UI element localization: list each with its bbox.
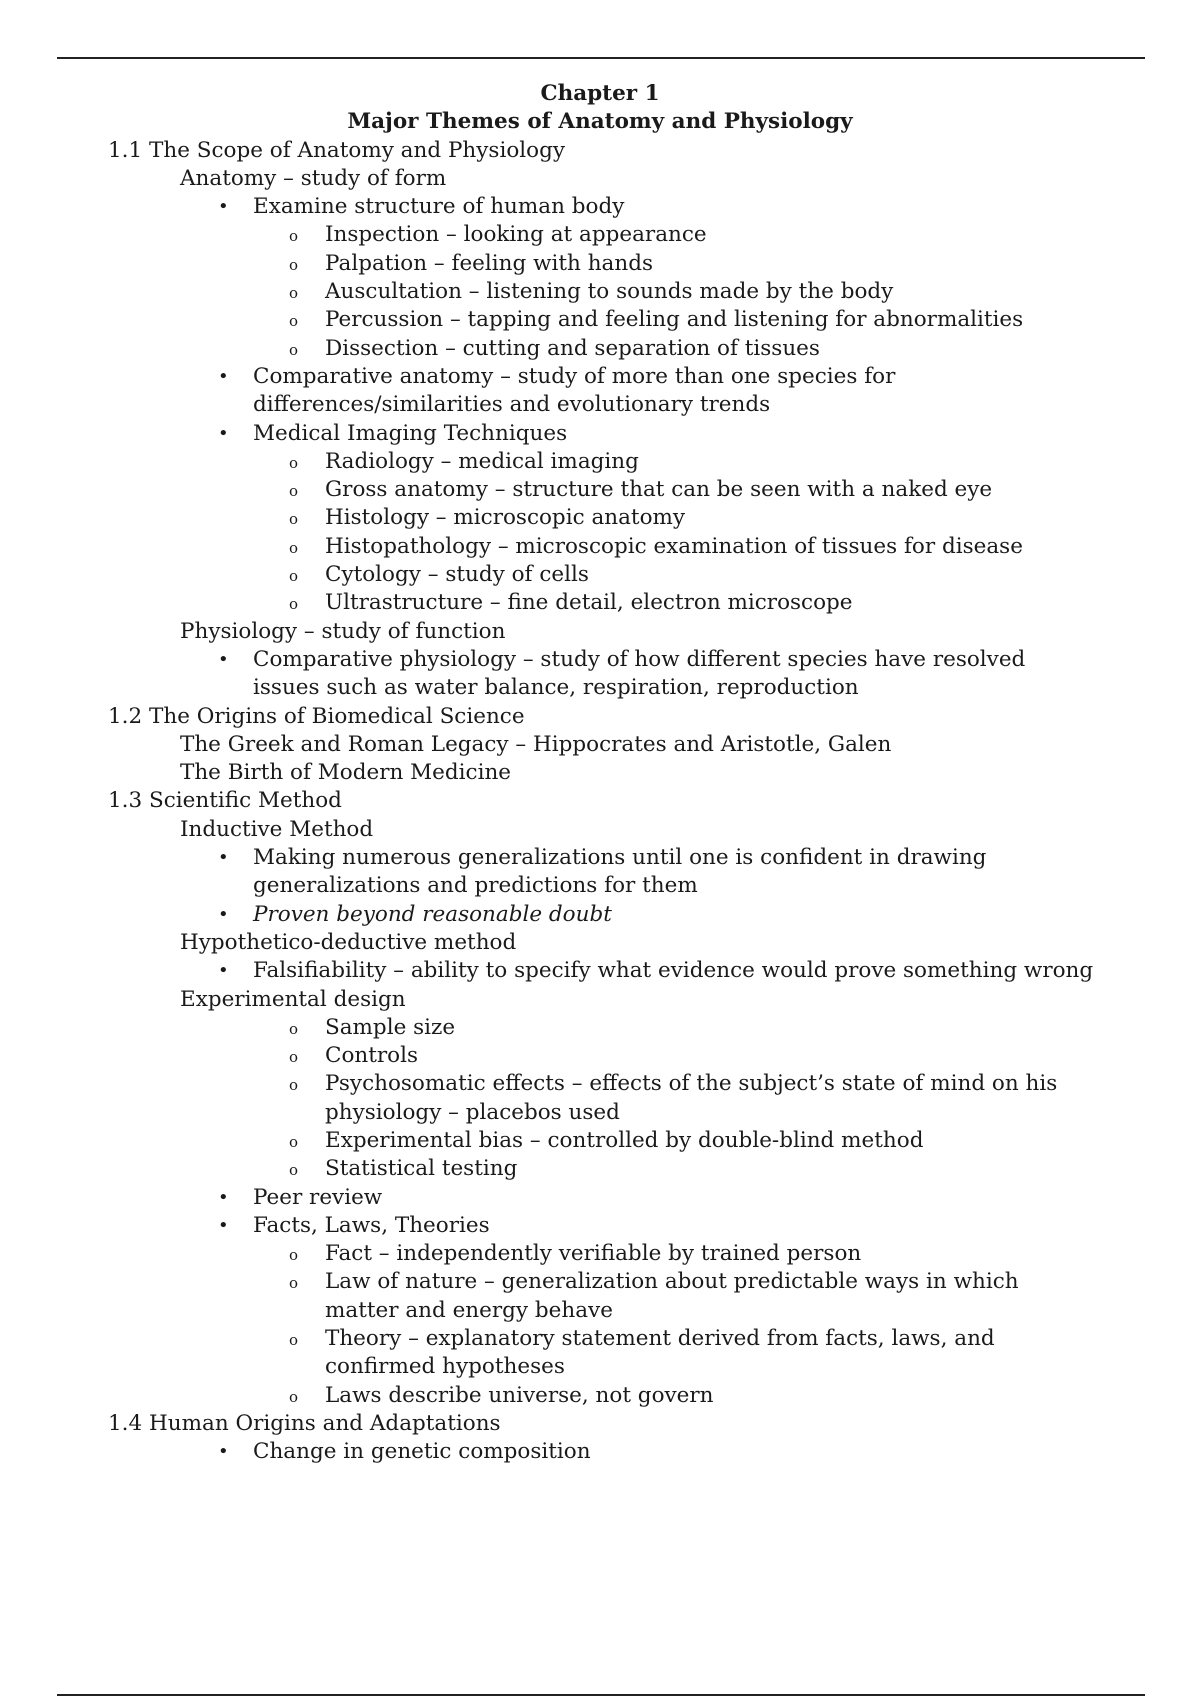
section-heading [0,1410,1200,1438]
document-page [0,80,1200,1467]
line-text: 1.3 Scientific Method [108,788,342,814]
list-item [0,674,1200,702]
topic-line [0,731,1200,759]
line-text: Law of nature – generalization about predictable ways in which [325,1269,1019,1295]
list-item [0,561,1200,589]
list-item [0,1325,1200,1353]
circle-bullet-icon: o [289,595,299,614]
line-text: 1.1 The Scope of Anatomy and Physiology [108,137,565,163]
bullet-icon: • [218,196,229,218]
list-item [0,193,1200,221]
line-text: Examine structure of human body [253,194,625,220]
bullet-icon: • [218,422,229,444]
line-text: Gross anatomy – structure that can be seen with a naked eye [325,477,993,503]
line-text: Controls [325,1043,419,1069]
line-text: Histopathology – microscopic examination of tissues for disease [325,533,1023,559]
list-item [0,1212,1200,1240]
line-text: Ultrastructure – fine detail, electron microscope [325,590,853,616]
list-item [0,448,1200,476]
circle-bullet-icon: o [289,1274,299,1293]
bullet-icon: • [218,648,229,670]
bullet-icon: • [218,365,229,387]
list-item [0,1070,1200,1098]
line-text: Inductive Method [180,816,374,842]
list-item [0,1353,1200,1381]
line-text: Proven beyond reasonable doubt [253,901,612,927]
line-text: Sample size [325,1014,456,1040]
list-item [0,1014,1200,1042]
line-text: Theory – explanatory statement derived from facts, laws, and [325,1326,995,1352]
list-item [0,1240,1200,1268]
line-text: Palpation – feeling with hands [325,250,654,276]
line-text: Peer review [253,1184,383,1210]
list-item [0,844,1200,872]
list-item [0,1155,1200,1183]
line-text: Change in genetic composition [253,1439,591,1465]
bullet-icon: • [218,1441,229,1463]
line-text: The Birth of Modern Medicine [180,760,512,786]
circle-bullet-icon: o [289,567,299,586]
line-text: 1.4 Human Origins and Adaptations [108,1410,501,1436]
list-item [0,589,1200,617]
list-item [0,1042,1200,1070]
line-text: issues such as water balance, respiration, reproduction [253,675,859,701]
list-item [0,901,1200,929]
line-text: generalizations and predictions for them [253,873,698,899]
list-item [0,1297,1200,1325]
circle-bullet-icon: o [289,1019,299,1038]
line-text: Physiology – study of function [180,618,506,644]
line-text: Inspection – looking at appearance [325,222,707,248]
list-item [0,646,1200,674]
line-text: Comparative physiology – study of how different species have resolved [253,646,1026,672]
circle-bullet-icon: o [289,482,299,501]
circle-bullet-icon: o [289,312,299,331]
topic-line [0,165,1200,193]
list-item [0,250,1200,278]
list-item [0,221,1200,249]
line-text: matter and energy behave [325,1297,613,1323]
line-text: Comparative anatomy – study of more than one species for [253,363,896,389]
section-heading [0,787,1200,815]
circle-bullet-icon: o [289,284,299,303]
line-text: Psychosomatic effects – effects of the subject’s state of mind on his [325,1071,1058,1097]
line-text: The Greek and Roman Legacy – Hippocrates and Aristotle, Galen [180,731,892,757]
line-text: Percussion – tapping and feeling and listening for abnormalities [325,307,1024,333]
line-text: Falsifiability – ability to specify what evidence would prove something wrong [253,958,1094,984]
list-item [0,1438,1200,1466]
line-text: Radiology – medical imaging [325,448,639,474]
line-text: Facts, Laws, Theories [253,1212,490,1238]
list-item [0,1127,1200,1155]
outline [0,137,1200,1467]
line-text: Cytology – study of cells [325,562,589,588]
line-text: 1.2 The Origins of Biomedical Science [108,703,525,729]
topic-line [0,986,1200,1014]
topic-line [0,816,1200,844]
circle-bullet-icon: o [289,1387,299,1406]
line-text: Hypothetico-deductive method [180,929,517,955]
list-item [0,1099,1200,1127]
list-item [0,363,1200,391]
circle-bullet-icon: o [289,510,299,529]
circle-bullet-icon: o [289,1246,299,1265]
list-item [0,306,1200,334]
circle-bullet-icon: o [289,1132,299,1151]
list-item [0,1382,1200,1410]
bullet-icon: • [218,960,229,982]
line-text: differences/similarities and evolutionary trends [253,392,771,418]
topic-line [0,759,1200,787]
line-text: Making numerous generalizations until one is confident in drawing [253,845,987,871]
list-item [0,476,1200,504]
circle-bullet-icon: o [289,1161,299,1180]
list-item [0,335,1200,363]
list-item [0,391,1200,419]
chapter-number: Chapter 1 [540,81,660,106]
line-text: Auscultation – listening to sounds made by the body [325,279,894,305]
section-heading [0,137,1200,165]
list-item [0,504,1200,532]
chapter-title: Major Themes of Anatomy and Physiology [347,109,853,135]
bullet-icon: • [218,1186,229,1208]
line-text: confirmed hypotheses [325,1354,565,1380]
line-text: Experimental bias – controlled by double-blind method [325,1127,924,1153]
bullet-icon: • [218,903,229,925]
circle-bullet-icon: o [289,453,299,472]
circle-bullet-icon: o [289,538,299,557]
list-item [0,278,1200,306]
circle-bullet-icon: o [289,227,299,246]
top-rule [57,57,1145,59]
circle-bullet-icon: o [289,1331,299,1350]
line-text: Statistical testing [325,1156,518,1182]
line-text: Experimental design [180,986,406,1012]
circle-bullet-icon: o [289,1048,299,1067]
list-item [0,957,1200,985]
section-heading [0,703,1200,731]
topic-line [0,618,1200,646]
bullet-icon: • [218,847,229,869]
line-text: Dissection – cutting and separation of tissues [325,335,820,361]
line-text: Medical Imaging Techniques [253,420,568,446]
circle-bullet-icon: o [289,255,299,274]
list-item [0,872,1200,900]
line-text: physiology – placebos used [325,1099,620,1125]
topic-line [0,929,1200,957]
circle-bullet-icon: o [289,340,299,359]
line-text: Laws describe universe, not govern [325,1382,714,1408]
list-item [0,533,1200,561]
circle-bullet-icon: o [289,1076,299,1095]
list-item [0,1184,1200,1212]
line-text: Fact – independently verifiable by trained person [325,1241,862,1267]
line-text: Anatomy – study of form [180,165,447,191]
bullet-icon: • [218,1214,229,1236]
list-item [0,1268,1200,1296]
line-text: Histology – microscopic anatomy [325,505,686,531]
bottom-rule [57,1694,1145,1696]
list-item [0,420,1200,448]
